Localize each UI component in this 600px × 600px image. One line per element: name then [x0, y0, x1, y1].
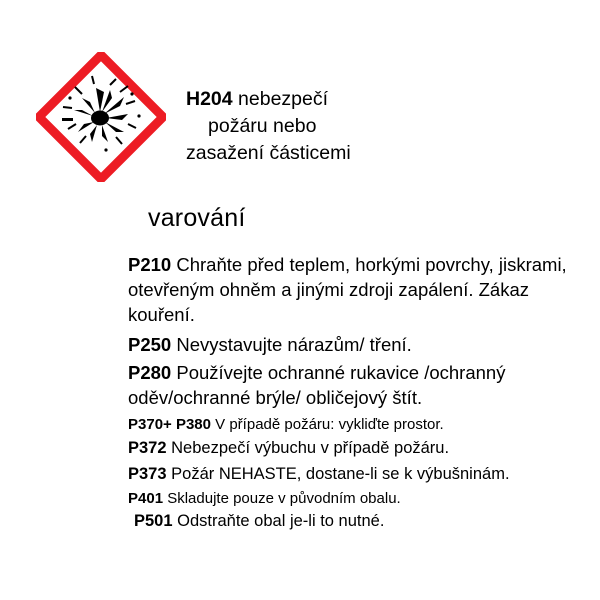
precaution-item-p370-p380	[128, 414, 580, 435]
precaution-code-p280: P280	[128, 362, 172, 383]
signal-word: varování	[148, 204, 246, 232]
precautionary-statements-list	[128, 252, 580, 535]
hazard-statement-line-3: zasažení částicemi	[186, 142, 351, 164]
hazard-statement-line-1	[186, 86, 566, 113]
precaution-text-p250: Nevystavujte nárazům/ tření.	[176, 334, 412, 355]
pictogram-container	[0, 52, 186, 182]
precaution-text-p370-p380: V případě požáru: vykliďte prostor.	[215, 416, 444, 433]
precaution-item-p210	[128, 252, 580, 327]
hazard-code: H204	[186, 88, 233, 110]
precaution-code-p250: P250	[128, 334, 172, 355]
precaution-item-p373	[128, 463, 580, 486]
precaution-text-p372: Nebezpečí výbuchu v případě požáru.	[171, 439, 450, 457]
precaution-code-p501: P501	[134, 512, 173, 530]
precaution-item-p372	[128, 437, 580, 460]
precaution-item-p501	[134, 510, 580, 533]
hazard-statement-line-2: požáru nebo	[208, 115, 317, 137]
precaution-text-p401: Skladujte pouze v původním obalu.	[167, 490, 401, 507]
precaution-code-p210: P210	[128, 254, 172, 275]
hazard-statement	[186, 52, 566, 167]
precaution-code-p373: P373	[128, 464, 167, 483]
precaution-item-p401	[128, 488, 580, 509]
hazard-header	[0, 52, 600, 182]
precaution-code-p372: P372	[128, 439, 167, 457]
precaution-text-p210: Chraňte před teplem, horkými povrchy, jiskrami, otevřeným ohněm a jinými zdroji zapálení. Zákaz kouření.	[128, 254, 567, 325]
hazard-statement-text-1: nebezpečí	[238, 88, 329, 110]
precaution-text-p373: Požár NEHASTE, dostane-li se k výbušninám.	[171, 464, 510, 483]
precaution-text-p280: Používejte ochranné rukavice /ochranný oděv/ochranné brýle/ obličejový štít.	[128, 362, 506, 408]
precaution-code-p370-p380: P370+ P380	[128, 416, 211, 433]
precaution-item-p250	[128, 332, 580, 357]
precaution-item-p280	[128, 360, 580, 410]
ghs02-exploding-bomb-icon	[36, 52, 166, 182]
precaution-text-p501: Odstraňte obal je-li to nutné.	[177, 512, 385, 530]
precaution-code-p401: P401	[128, 490, 164, 507]
